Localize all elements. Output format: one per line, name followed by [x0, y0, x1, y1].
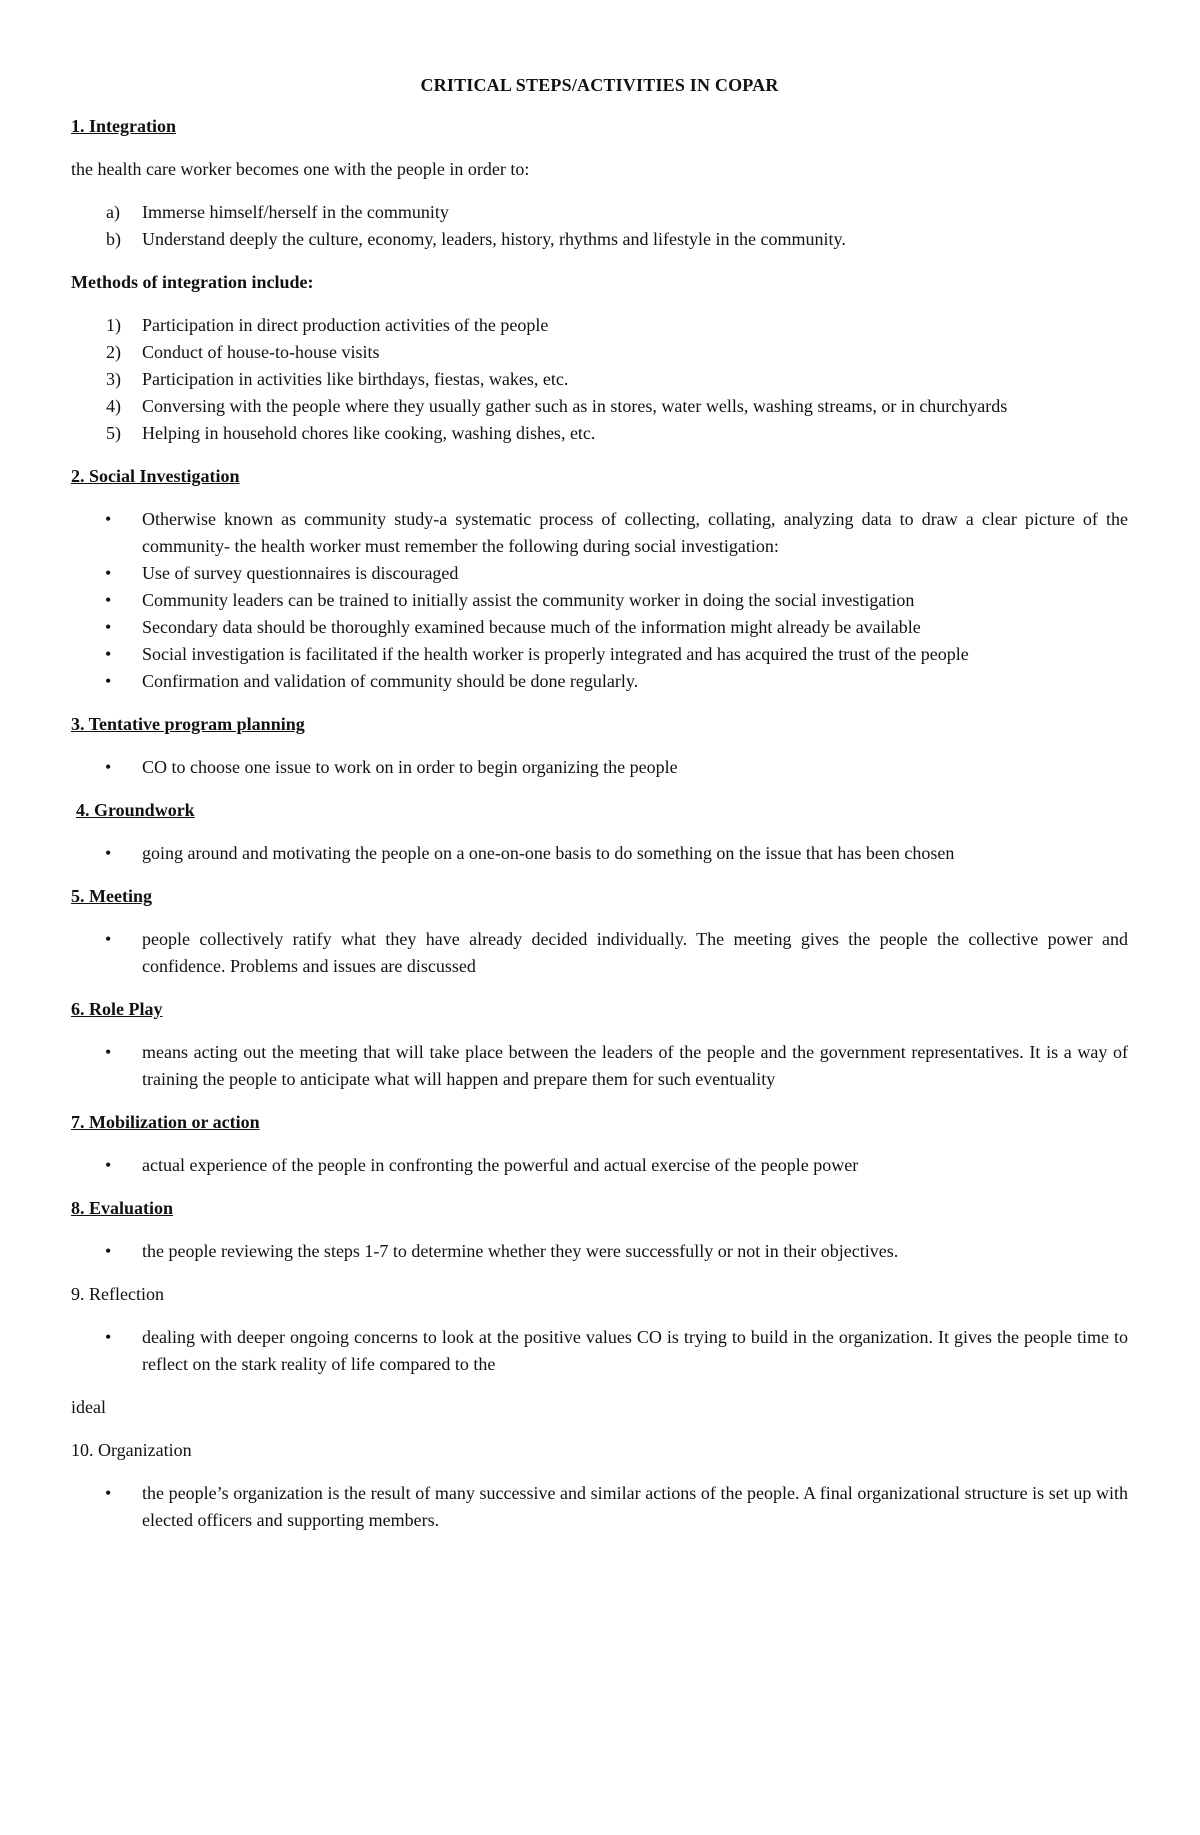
list-item — [71, 1480, 1128, 1534]
list-item — [71, 614, 1128, 641]
list-item — [71, 840, 1128, 867]
section-heading-meeting: 5. Meeting — [71, 886, 152, 906]
list-item-text: Use of survey questionnaires is discouraged — [142, 563, 459, 583]
section-heading-tentative-program: 3. Tentative program planning — [71, 714, 305, 734]
list-item — [71, 1238, 1128, 1265]
list-item — [71, 420, 1128, 447]
bullet-icon: • — [105, 843, 112, 863]
list-item-text: Social investigation is facilitated if the health worker is properly integrated and has acquired the trust of the people — [142, 644, 969, 664]
list-item-text: Community leaders can be trained to initially assist the community worker in doing the social investigation — [142, 590, 915, 610]
section-heading-mobilization: 7. Mobilization or action — [71, 1112, 260, 1132]
list-item — [71, 668, 1128, 695]
bullet-icon: • — [105, 617, 112, 637]
section-heading-social-investigation: 2. Social Investigation — [71, 466, 240, 486]
list-marker: 1) — [106, 315, 121, 335]
section-heading-groundwork: 4. Groundwork — [76, 800, 195, 820]
bullet-icon: • — [105, 590, 112, 610]
list-item — [71, 1039, 1128, 1093]
list-marker: b) — [106, 229, 121, 249]
list-item-text: Conversing with the people where they usually gather such as in stores, water wells, washing streams, or in churchyards — [142, 396, 1008, 416]
list-item-text: Secondary data should be thoroughly examined because much of the information might already be available — [142, 617, 921, 637]
list-item — [71, 1152, 1128, 1179]
list-item-text: means acting out the meeting that will take place between the leaders of the people and the government representatives. It is a way of training the people to anticipate what will happen and prepare them for such eventuality — [142, 1042, 1128, 1089]
bullet-icon: • — [105, 757, 112, 777]
list-item-text: people collectively ratify what they have already decided individually. The meeting gives the people the collective power and confidence. Problems and issues are discussed — [142, 929, 1128, 976]
tentative-program-list — [71, 754, 1128, 781]
list-item — [71, 587, 1128, 614]
list-item-text: actual experience of the people in confronting the powerful and actual exercise of the people power — [142, 1155, 859, 1175]
section-heading-role-play: 6. Role Play — [71, 999, 163, 1019]
evaluation-list — [71, 1238, 1128, 1265]
list-marker: a) — [106, 202, 120, 222]
list-item-text: Helping in household chores like cooking, washing dishes, etc. — [142, 423, 596, 443]
bullet-icon: • — [105, 1155, 112, 1175]
list-item — [71, 641, 1128, 668]
list-item-text: going around and motivating the people on a one-on-one basis to do something on the issue that has been chosen — [142, 843, 955, 863]
bullet-icon: • — [105, 563, 112, 583]
list-item-text: Participation in direct production activities of the people — [142, 315, 549, 335]
list-item-text: dealing with deeper ongoing concerns to look at the positive values CO is trying to build in the organization. It gives the people time to reflect on the stark reality of life compared to the — [142, 1327, 1128, 1374]
organization-list — [71, 1480, 1128, 1534]
list-item-text: Immerse himself/herself in the community — [142, 202, 449, 222]
list-item — [71, 226, 1128, 253]
section-heading-reflection: 9. Reflection — [71, 1284, 164, 1304]
list-item-text: the people’s organization is the result of many successive and similar actions of the people. A final organizational structure is set up with elected officers and supporting members. — [142, 1483, 1128, 1530]
list-marker: 4) — [106, 396, 121, 416]
bullet-icon: • — [105, 1483, 112, 1503]
list-item — [71, 1324, 1128, 1378]
list-item-text: Otherwise known as community study-a systematic process of collecting, collating, analyzing data to draw a clear picture of the community- the health worker must remember the following during social investigation: — [142, 509, 1128, 556]
list-item — [71, 754, 1128, 781]
list-item — [71, 560, 1128, 587]
methods-heading: Methods of integration include: — [71, 272, 314, 292]
bullet-icon: • — [105, 671, 112, 691]
list-item-text: Participation in activities like birthdays, fiestas, wakes, etc. — [142, 369, 569, 389]
list-item-text: Conduct of house-to-house visits — [142, 342, 380, 362]
bullet-icon: • — [105, 509, 112, 529]
role-play-list — [71, 1039, 1128, 1093]
social-investigation-list — [71, 506, 1128, 695]
section-heading-evaluation: 8. Evaluation — [71, 1198, 174, 1218]
list-item — [71, 366, 1128, 393]
reflection-list — [71, 1324, 1128, 1378]
meeting-list — [71, 926, 1128, 980]
integration-methods-list — [71, 312, 1128, 447]
list-item-text: CO to choose one issue to work on in order to begin organizing the people — [142, 757, 678, 777]
integration-purpose-list — [71, 199, 1128, 253]
reflection-trailing-text: ideal — [71, 1397, 106, 1417]
list-item — [71, 506, 1128, 560]
bullet-icon: • — [105, 1241, 112, 1261]
list-item — [71, 339, 1128, 366]
integration-intro: the health care worker becomes one with the people in order to: — [71, 159, 530, 179]
list-item-text: Understand deeply the culture, economy, leaders, history, rhythms and lifestyle in the community. — [142, 229, 846, 249]
document-title: CRITICAL STEPS/ACTIVITIES IN COPAR — [420, 75, 779, 95]
groundwork-list — [71, 840, 1128, 867]
bullet-icon: • — [105, 929, 112, 949]
list-item — [71, 199, 1128, 226]
list-item — [71, 312, 1128, 339]
bullet-icon: • — [105, 644, 112, 664]
section-heading-integration: 1. Integration — [71, 116, 176, 136]
list-item — [71, 926, 1128, 980]
section-heading-organization: 10. Organization — [71, 1440, 192, 1460]
list-item — [71, 393, 1128, 420]
bullet-icon: • — [105, 1042, 112, 1062]
list-item-text: the people reviewing the steps 1-7 to determine whether they were successfully or not in their objectives. — [142, 1241, 899, 1261]
bullet-icon: • — [105, 1327, 112, 1347]
list-item-text: Confirmation and validation of community should be done regularly. — [142, 671, 639, 691]
list-marker: 3) — [106, 369, 121, 389]
list-marker: 5) — [106, 423, 121, 443]
list-marker: 2) — [106, 342, 121, 362]
mobilization-list — [71, 1152, 1128, 1179]
